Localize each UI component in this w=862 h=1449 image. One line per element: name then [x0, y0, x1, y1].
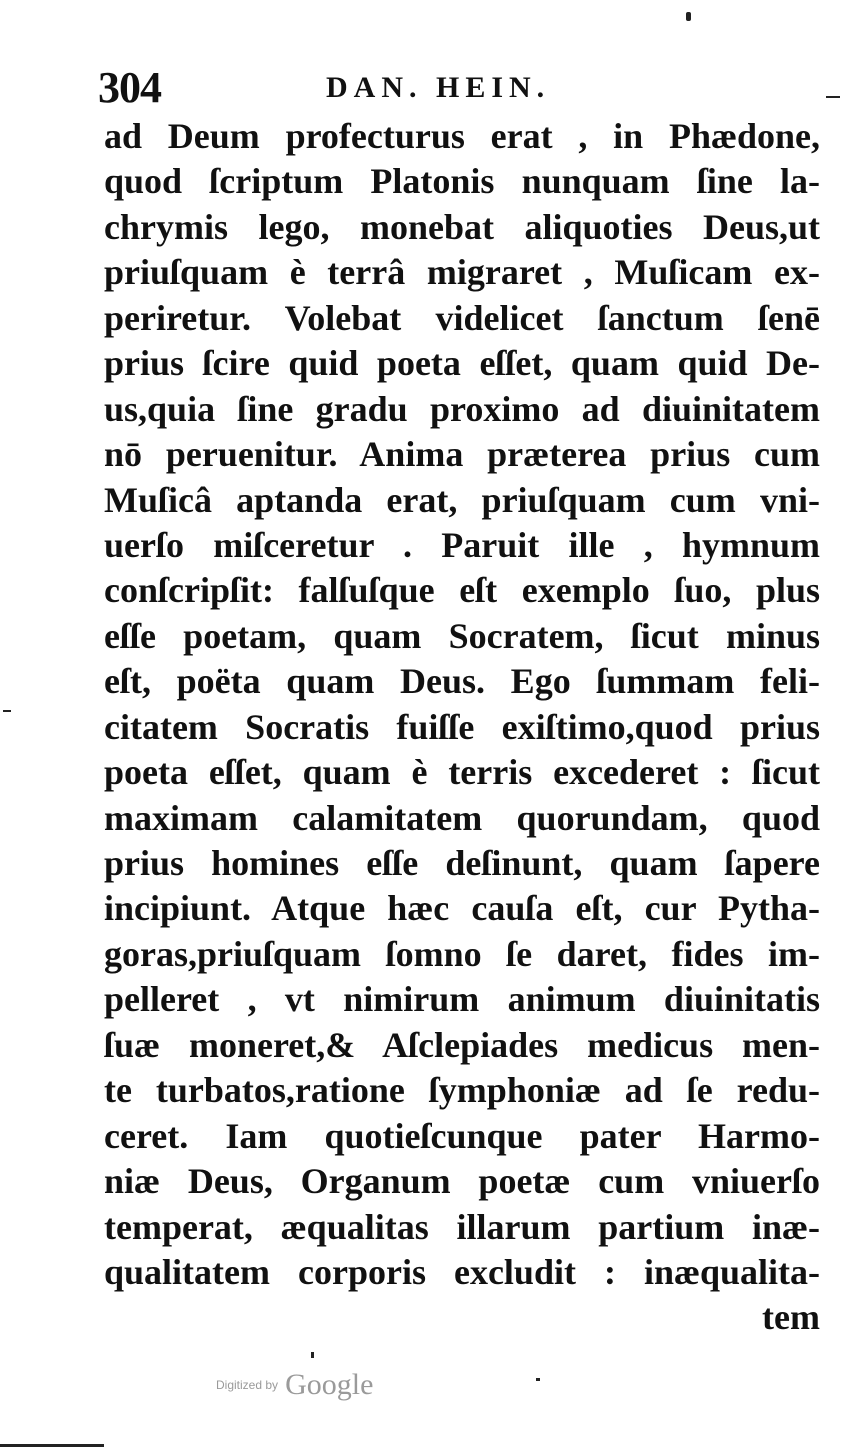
digitization-watermark	[216, 1368, 373, 1402]
page-number: 304	[98, 63, 161, 112]
watermark-prefix: Digitized by	[216, 1378, 279, 1392]
google-logo: Google	[285, 1368, 374, 1401]
scan-speck	[686, 12, 691, 21]
text-line: temperat, æqualitas illarum partium inæ-	[104, 1206, 820, 1247]
text-line: ſuæ moneret,& Aſclepiades medicus men-	[104, 1024, 820, 1065]
text-line: eſſe poetam, quam Socratem, ſicut minus	[104, 615, 820, 656]
scan-speck	[536, 1378, 540, 1381]
text-line: niæ Deus, Organum poetæ cum vniuerſo	[104, 1161, 820, 1202]
text-line: maximam calamitatem quorundam, quod	[104, 797, 820, 838]
text-line: ad Deum profecturus erat , in Phædone,	[104, 116, 820, 156]
scan-speck	[826, 96, 840, 98]
text-line: goras,priuſquam ſomno ſe daret, fides im-	[104, 933, 820, 974]
text-line: conſcripſit: falſuſque eſt exemplo ſuo, plus	[104, 570, 820, 611]
text-line: us,quia ſine gradu proximo ad diuinitatem	[104, 388, 820, 429]
text-line: te turbatos,ratione ſymphoniæ ad ſe redu-	[104, 1070, 820, 1111]
catchword: tem	[762, 1297, 820, 1338]
text-line: uerſo miſceretur . Paruit ille , hymnum	[104, 524, 820, 565]
text-line: periretur. Volebat videlicet ſanctum ſenē	[104, 297, 820, 338]
text-line: eſt, poëta quam Deus. Ego ſummam feli-	[104, 661, 820, 702]
text-line: pelleret , vt nimirum animum diuinitatis	[104, 979, 820, 1020]
text-line: quod ſcriptum Platonis nunquam ſine la-	[104, 161, 820, 202]
body-text	[104, 114, 820, 1341]
text-line: incipiunt. Atque hæc cauſa eſt, cur Pytha-	[104, 888, 820, 929]
text-line: priuſquam è terrâ migraret , Muſicam ex-	[104, 252, 820, 293]
text-line: poeta eſſet, quam è terris excederet : ſicut	[104, 752, 820, 793]
text-line: nō peruenitur. Anima præterea prius cum	[104, 434, 820, 475]
scan-speck	[3, 710, 11, 712]
text-line: prius ſcire quid poeta eſſet, quam quid De-	[104, 343, 820, 384]
scan-speck	[311, 1352, 314, 1358]
text-line: citatem Socratis fuiſſe exiſtimo,quod prius	[104, 706, 820, 747]
scan-speck	[0, 1444, 104, 1447]
text-line: prius homines eſſe deſinunt, quam ſapere	[104, 843, 820, 883]
page-header	[98, 62, 818, 114]
text-line: qualitatem corporis excludit : inæqualita-	[104, 1251, 820, 1292]
running-head: DAN. HEIN.	[326, 71, 551, 104]
text-line: Muſicâ aptanda erat, priuſquam cum vni-	[104, 479, 820, 520]
text-line: ceret. Iam quotieſcunque pater Harmo-	[104, 1115, 820, 1156]
text-line: chrymis lego, monebat aliquoties Deus,ut	[104, 206, 820, 247]
